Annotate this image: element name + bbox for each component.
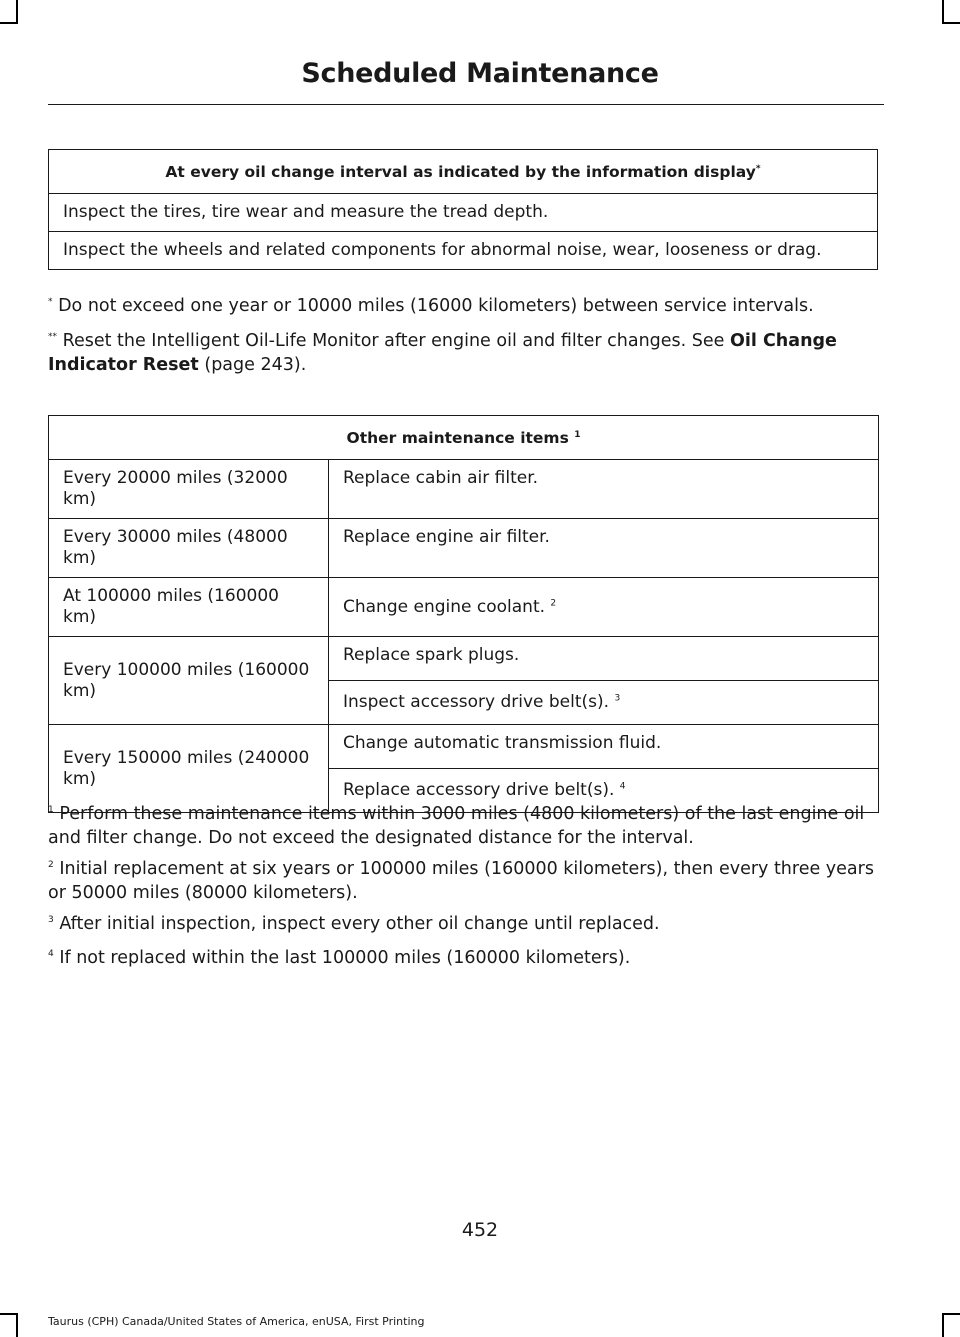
footnote: $^1$ Perform these maintenance items within 3000 miles (4800 kilometers) of the last engine oil and filter change. Do not exceed the designated distance for the interval.	[48, 804, 865, 848]
crop-mark	[16, 0, 18, 22]
footnote-marker: 1	[574, 429, 581, 440]
header-rule	[48, 104, 884, 105]
other-maintenance-table	[48, 415, 879, 816]
oil-interval-table	[48, 149, 878, 270]
footnote: $^3$ After initial inspection, inspect every other oil change until replaced.	[48, 914, 660, 934]
item-cell: Change automatic transmission fluid.	[329, 725, 879, 769]
footer-text: Taurus (CPH) Canada/United States of America, enUSA, First Printing	[48, 1315, 425, 1328]
crop-mark	[942, 1315, 944, 1337]
table-row	[49, 460, 879, 519]
table-row: Inspect the wheels and related components for abnormal noise, wear, looseness or drag.	[49, 232, 878, 270]
interval-cell: Every 30000 miles (48000 km)	[49, 519, 329, 578]
crop-mark	[16, 1315, 18, 1337]
item-cell: Inspect accessory drive belt(s). $^3$	[329, 681, 879, 725]
cross-reference-link[interactable]: Oil Change Indicator Reset	[48, 331, 837, 375]
crop-mark	[0, 22, 18, 24]
footnote: ** Reset the Intelligent Oil-Life Monitor after engine oil and filter changes. See Oil Change Indicator Reset (page 243).	[48, 331, 837, 375]
interval-cell: Every 20000 miles (32000 km)	[49, 460, 329, 519]
item-cell: Replace spark plugs.	[329, 637, 879, 681]
table-row	[49, 725, 879, 769]
oil-interval-table-header: At every oil change interval as indicated by the information display*	[49, 150, 878, 194]
item-cell: Change engine coolant. $^2$	[329, 578, 879, 637]
footnote: * Do not exceed one year or 10000 miles (16000 kilometers) between service intervals.	[48, 296, 814, 316]
crop-mark	[942, 1313, 960, 1315]
footnote-marker: 3	[48, 915, 54, 926]
page-title: Scheduled Maintenance	[301, 58, 659, 89]
footnote-marker: 4	[619, 781, 626, 792]
other-maintenance-table-header: Other maintenance items $^1$	[49, 416, 879, 460]
footnote-marker: *	[755, 163, 761, 174]
footnote-marker: 2	[48, 860, 54, 871]
table-row	[49, 637, 879, 681]
footnote: $^4$ If not replaced within the last 100000 miles (160000 kilometers).	[48, 948, 631, 968]
crop-mark	[942, 22, 960, 24]
item-cell: Replace cabin air filter.	[329, 460, 879, 519]
footnote-marker: **	[48, 332, 57, 343]
crop-mark	[942, 0, 944, 22]
footnote: $^2$ Initial replacement at six years or 100000 miles (160000 kilometers), then every three years or 50000 miles (80000 kilometers).	[48, 859, 874, 903]
table-row: Inspect the tires, tire wear and measure the tread depth.	[49, 194, 878, 232]
page-number: 452	[461, 1219, 499, 1241]
footnote-marker: *	[48, 297, 53, 308]
crop-mark	[0, 1313, 18, 1315]
interval-cell: Every 100000 miles (160000 km)	[49, 637, 329, 725]
footnote-marker: 4	[48, 949, 54, 960]
item-cell: Replace accessory drive belt(s). $^4$	[329, 769, 879, 813]
table-row	[49, 519, 879, 578]
footnote-marker: 3	[614, 693, 621, 704]
item-cell: Replace engine air filter.	[329, 519, 879, 578]
footnote-marker: 2	[550, 597, 557, 608]
interval-cell: Every 150000 miles (240000 km)	[49, 725, 329, 813]
footnote-marker: 1	[48, 805, 54, 816]
table-row	[49, 578, 879, 637]
interval-cell: At 100000 miles (160000 km)	[49, 578, 329, 637]
